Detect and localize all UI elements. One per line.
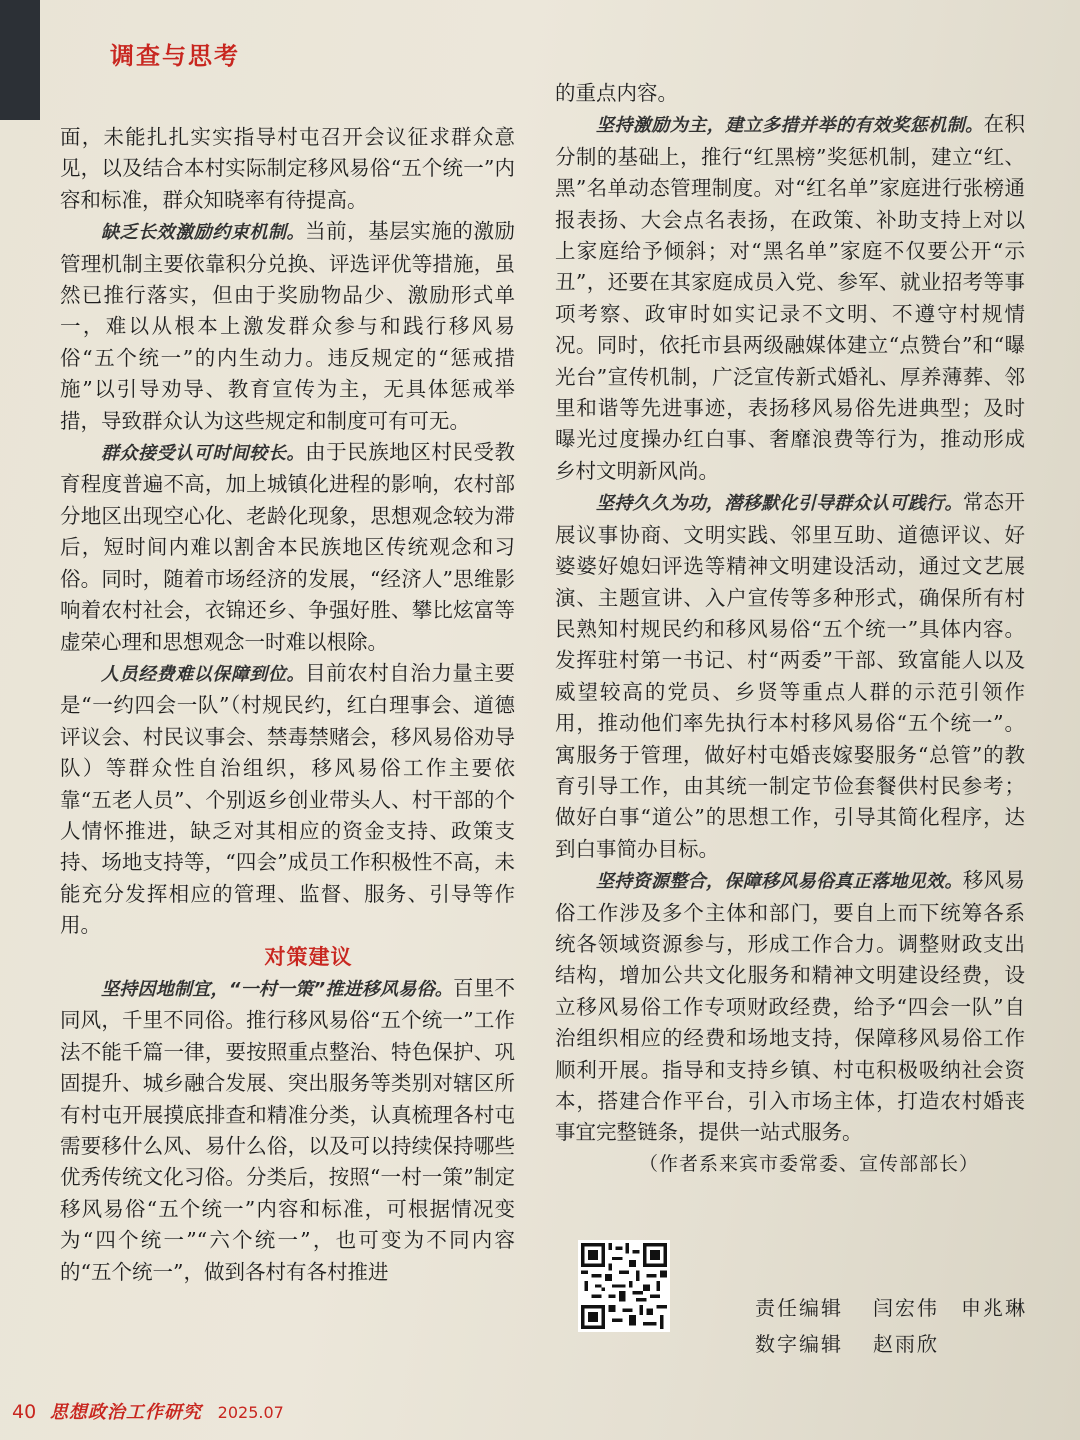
credit-line [755,1290,1027,1326]
paragraph-body: 百里不同风，千里不同俗。推行移风易俗“五个统一”工作法不能千篇一律，要按照重点整治、特色保护、巩固提升、城乡融合发展、突出服务等类别对辖区所有村屯开展摸底排查和精准分类，认真梳理各村屯需要移什么风、易什么俗，以及可以持续保持哪些优秀传统文化习俗。分类后，按照“一村一策”制定移风易俗“五个统一”内容和标准，可根据情况变为“四个统一”“六个统一”，也可变为不同内容的“五个统一”，做到各村有各村推进 [60,975,515,1284]
paragraph-body: 由于民族地区村民受教育程度普遍不高，加上城镇化进程的影响，农村部分地区出现空心化、老龄化现象，思想观念较为滞后，短时间内难以割舍本民族地区传统观念和习俗。同时，随着市场经济的发展，“经济人”思维影响着农村社会，衣锦还乡、争强好胜、攀比炫富等虚荣心理和思想观念一时难以根除。 [60,440,516,654]
paragraph-lead: 坚持激励为主，建立多措并举的有效奖惩机制。 [596,115,984,137]
qr-code[interactable] [578,1240,670,1332]
credit-label: 责任编辑 [755,1296,843,1320]
paragraph [60,658,515,942]
paragraph-lead: 缺乏长效激励约束机制。 [101,222,306,244]
qr-code-icon [581,1243,667,1329]
credit-label: 数字编辑 [755,1332,843,1356]
paragraph-lead: 坚持资源整合，保障移风易俗真正落地见效。 [596,871,963,893]
paragraph-body: 移风易俗工作涉及多个主体和部门，要自上而下统筹各系统各领域资源参与，形成工作合力。调整财政支出结构，增加公共文化服务和精神文明建设经费，设立移风易俗工作专项财政经费，给予“四会一队”自治组织相应的经费和场地支持，保障移风易俗工作顺利开展。指导和支持乡镇、村屯积极吸纳社会资本，搭建合作平台，引入市场主体，打造农村婚丧事宜完整链条，提供一站式服务。 [555,868,1026,1145]
author-byline: （作者系来宾市委常委、宣传部部长） [638,1152,979,1175]
paragraph-lead: 坚持因地制宜，“一村一策”推进移风易俗。 [101,978,454,1000]
right-column [555,78,1025,1180]
credit-names: 闫宏伟 申兆琳 [873,1296,1027,1320]
paragraph: 面，未能扎扎实实指导村屯召开会议征求群众意见，以及结合本村实际制定移风易俗“五个统一”内容和标准，群众知晓率有待提高。 [60,125,515,212]
credit-line [755,1326,1027,1362]
paragraph [555,487,1025,865]
paragraph [60,216,515,437]
paragraph-lead: 人员经费难以保障到位。 [101,663,306,685]
paragraph [555,865,1025,1149]
paragraph [555,109,1025,487]
page-footer [12,1398,284,1424]
section-title: 对策建议 [264,944,353,969]
page-number: 40 [12,1401,37,1423]
magazine-title: 思想政治工作研究 [49,1402,202,1423]
paragraph: 的重点内容。 [555,81,678,105]
paragraph-body: 当前，基层实施的激励管理机制主要依靠积分兑换、评选评优等措施，虽然已推行落实，但由于奖励物品少、激励形式单一，难以从根本上激发群众参与和践行移风易俗“五个统一”的内生动力。违反规定的“惩戒措施”以引导劝导、教育宣传为主，无具体惩戒举措，导致群众认为这些规定和制度可有可无。 [60,219,516,433]
issue-number: 2025.07 [217,1403,284,1422]
background-edge [0,0,40,120]
paragraph-body: 常态开展议事协商、文明实践、邻里互助、道德评议、好婆婆好媳妇评选等精神文明建设活动，通过文艺展演、主题宣讲、入户宣传等多种形式，确保所有村民熟知村规民约和移风易俗“五个统一”具体内容。发挥驻村第一书记、村“两委”干部、致富能人以及威望较高的党员、乡贤等重点人群的示范引领作用，推动他们率先执行本村移风易俗“五个统一”。寓服务于管理，做好村屯婚丧嫁娶服务“总管”的教育引导工作，由其统一制定节俭套餐供村民参考；做好白事“道公”的思想工作，引导其简化程序，达到白事简办目标。 [555,490,1026,861]
credit-names: 赵雨欣 [873,1332,939,1356]
paragraph-lead: 群众接受认可时间较长。 [101,443,306,465]
paragraph-body: 在积分制的基础上，推行“红黑榜”奖惩机制，建立“红、黑”名单动态管理制度。对“红名单”家庭进行张榜通报表扬、大会点名表扬，在政策、补助支持上对以上家庭给予倾斜；对“黑名单”家庭不仅要公开“示丑”，还要在其家庭成员入党、参军、就业招考等事项考察、政审时如实记录不文明、不遵守村规情况。同时，依托市县两级融媒体建立“点赞台”和“曝光台”宣传机制，广泛宣传新式婚礼、厚养薄葬、邻里和谐等先进事迹，表扬移风易俗先进典型；及时曝光过度操办红白事、奢靡浪费等行为，推动形成乡村文明新风尚。 [555,112,1026,483]
paragraph-lead: 坚持久久为功，潜移默化引导群众认可践行。 [596,493,963,515]
left-column [60,122,515,1288]
section-header: 调查与思考 [110,42,240,70]
paragraph [60,973,515,1288]
paragraph [60,437,515,658]
paragraph-body: 目前农村自治力量主要是“一约四会一队”（村规民约，红白理事会、道德评议会、村民议事会、禁毒禁赌会，移风易俗劝导队）等群众性自治组织，移风易俗工作主要依靠“五老人员”、个别返乡创业带头人、村干部的个人情怀推进，缺乏对其相应的资金支持、政策支持、场地支持等，“四会”成员工作积极性不高，未能充分发挥相应的管理、监督、服务、引导等作用。 [60,660,516,938]
editor-credits [755,1290,1027,1362]
